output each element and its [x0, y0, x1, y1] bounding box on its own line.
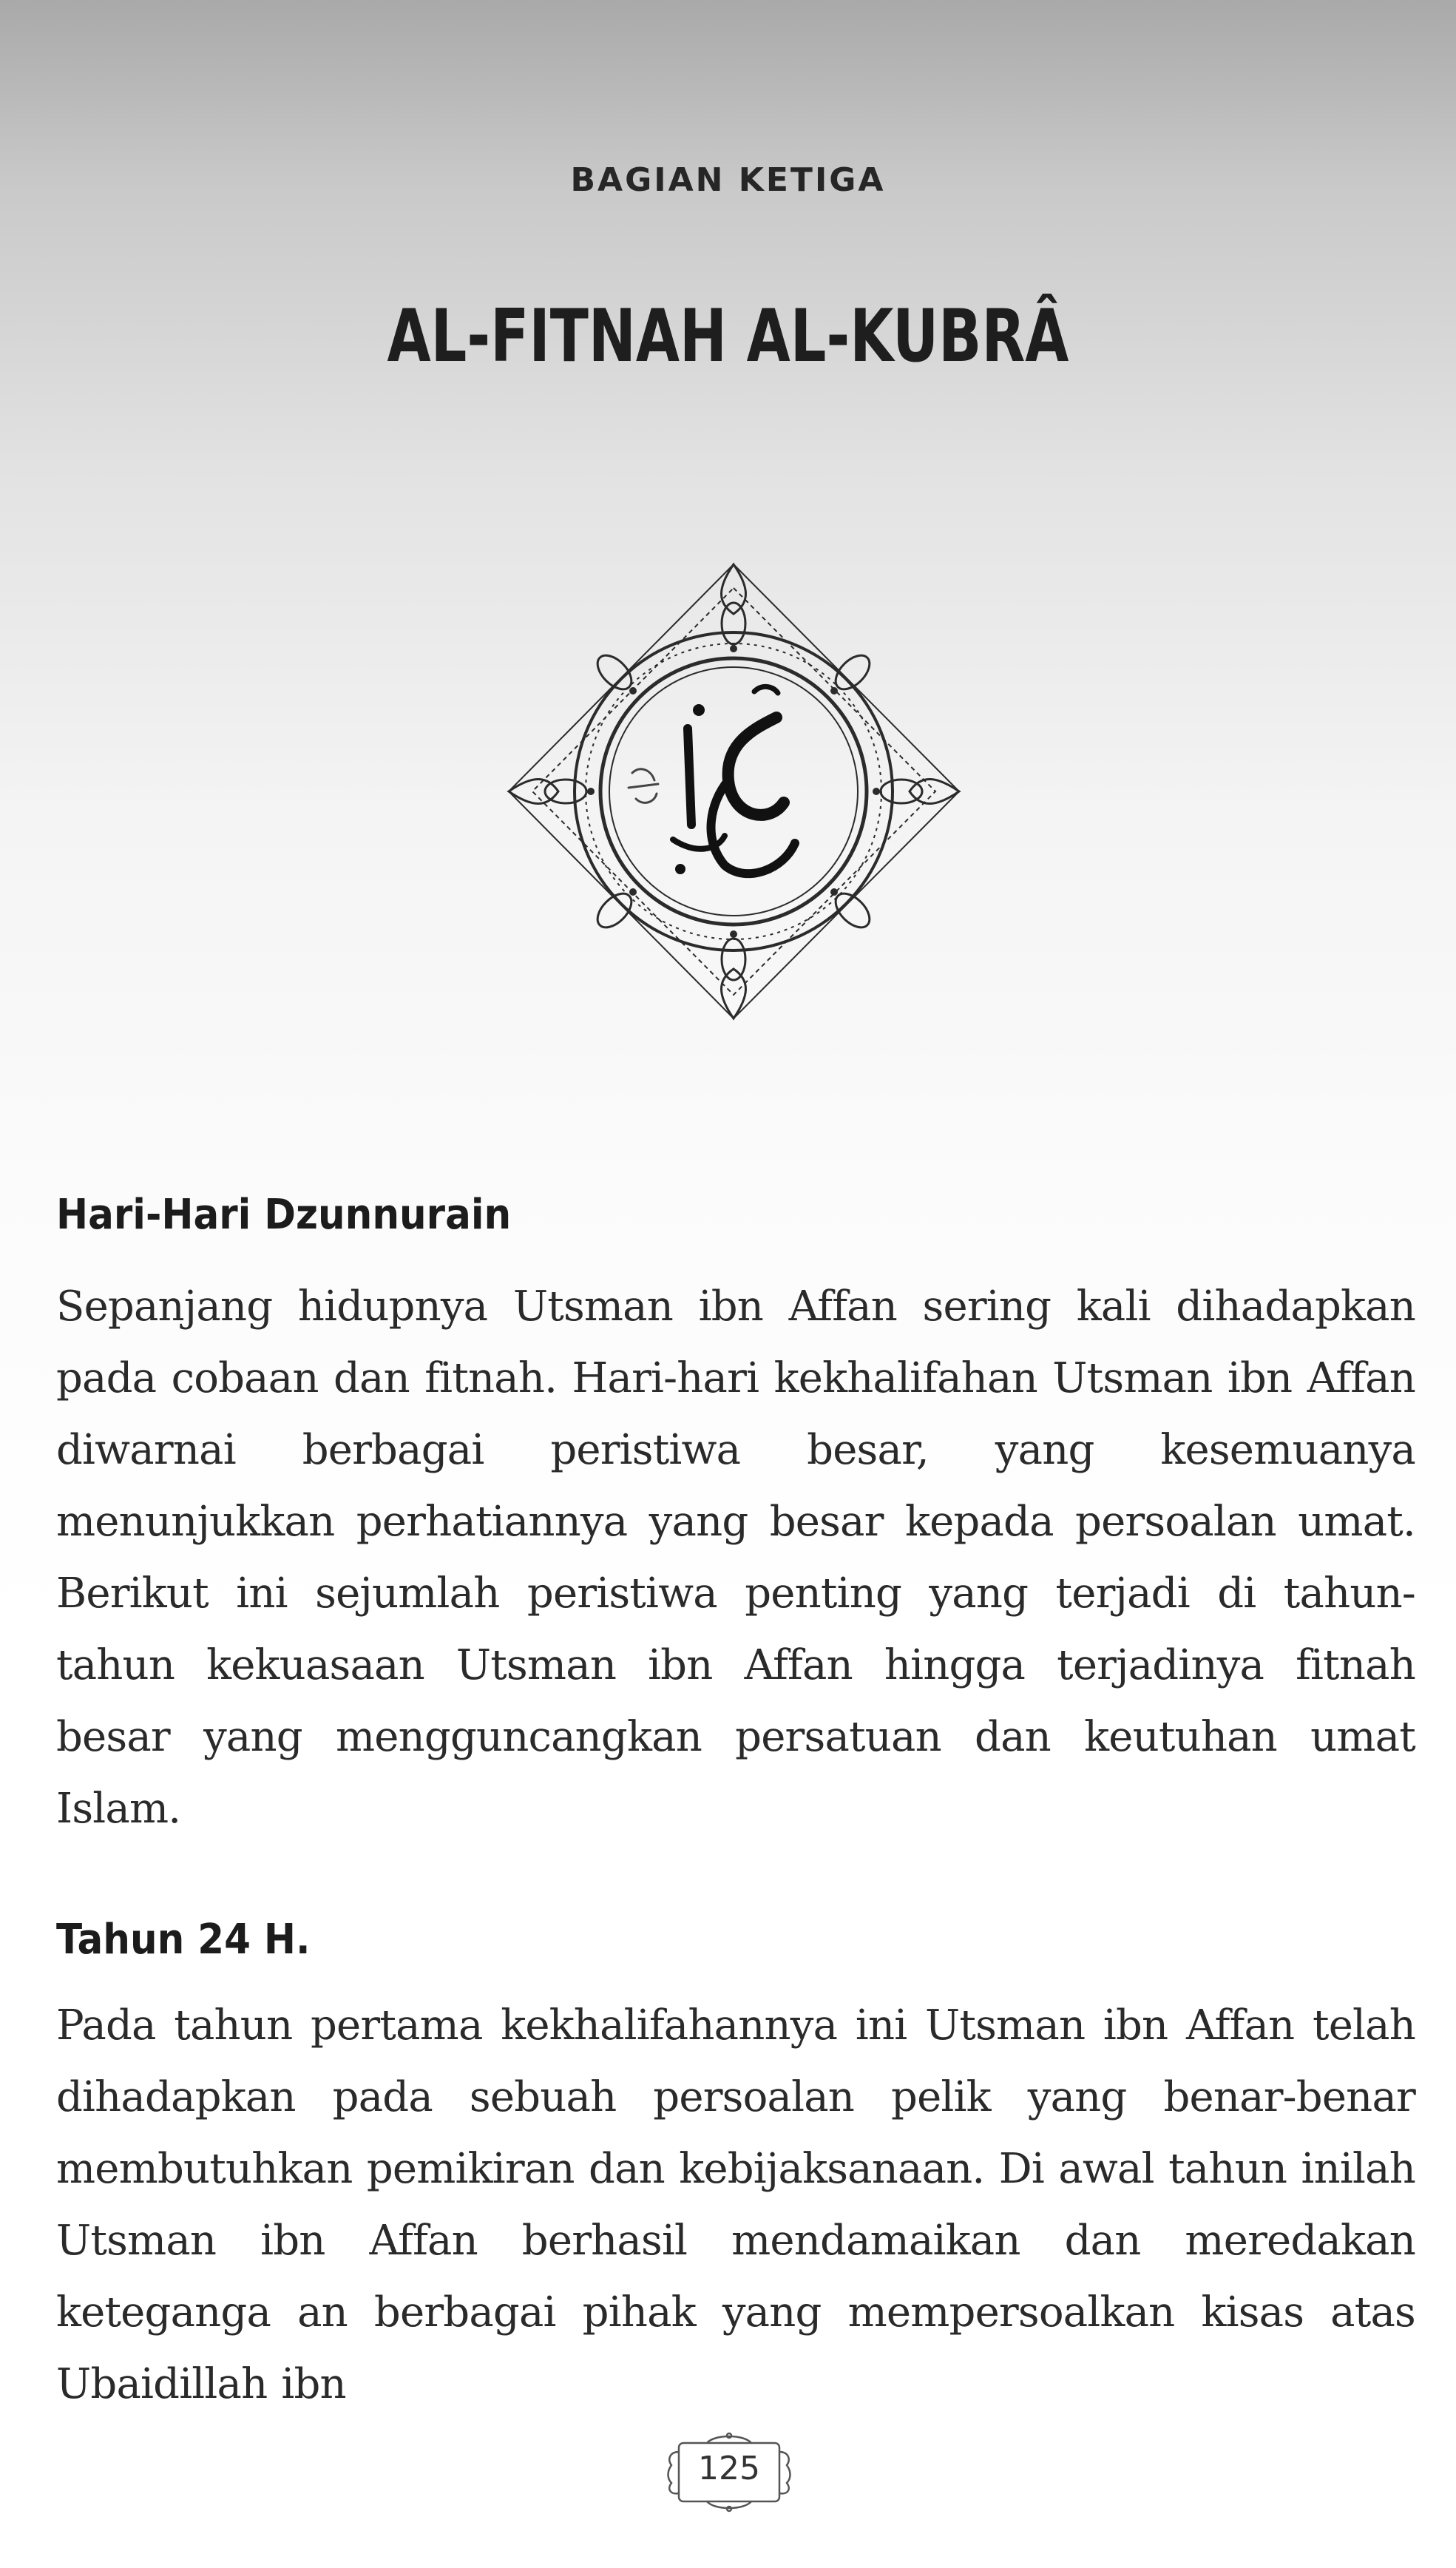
chapter-title: AL-FITNAH AL-KUBRÂ — [387, 294, 1069, 379]
page-number: 125 — [698, 2450, 760, 2487]
ornamental-calligraphy-medallion-icon — [503, 558, 965, 1024]
section-heading: Hari-Hari Dzunnurain — [56, 1191, 512, 1239]
body-paragraph: Pada tahun pertama kekhalifahannya ini Utsman ibn Affan telah dihadapkan pada sebuah persoalan pelik yang benar-benar membutuhkan pemikiran dan kebijaksanaan. Di awal tahun inilah Utsman ibn Affan berhasil mendamaikan dan meredakan keteganga an berbagai pihak yang mempersoalkan kisas atas Ubaidillah ibn — [56, 2001, 1415, 2408]
section-label: BAGIAN KETIGA — [570, 161, 886, 199]
body-paragraph: Sepanjang hidupnya Utsman ibn Affan sering kali dihadapkan pada cobaan dan fitnah. Hari-hari kekhalifahan Utsman ibn Affan diwarnai berbagai peristiwa besar, yang kesemuanya menunjukkan perhatiannya yang besar kepada persoalan umat. Berikut ini sejumlah peristiwa penting yang terjadi di tahun-tahun kekuasaan Utsman ibn Affan hingga terjadinya fitnah besar yang mengguncangkan persatuan dan keutuhan umat Islam. — [56, 1283, 1415, 1833]
section-heading: Tahun 24 H. — [56, 1916, 311, 1964]
